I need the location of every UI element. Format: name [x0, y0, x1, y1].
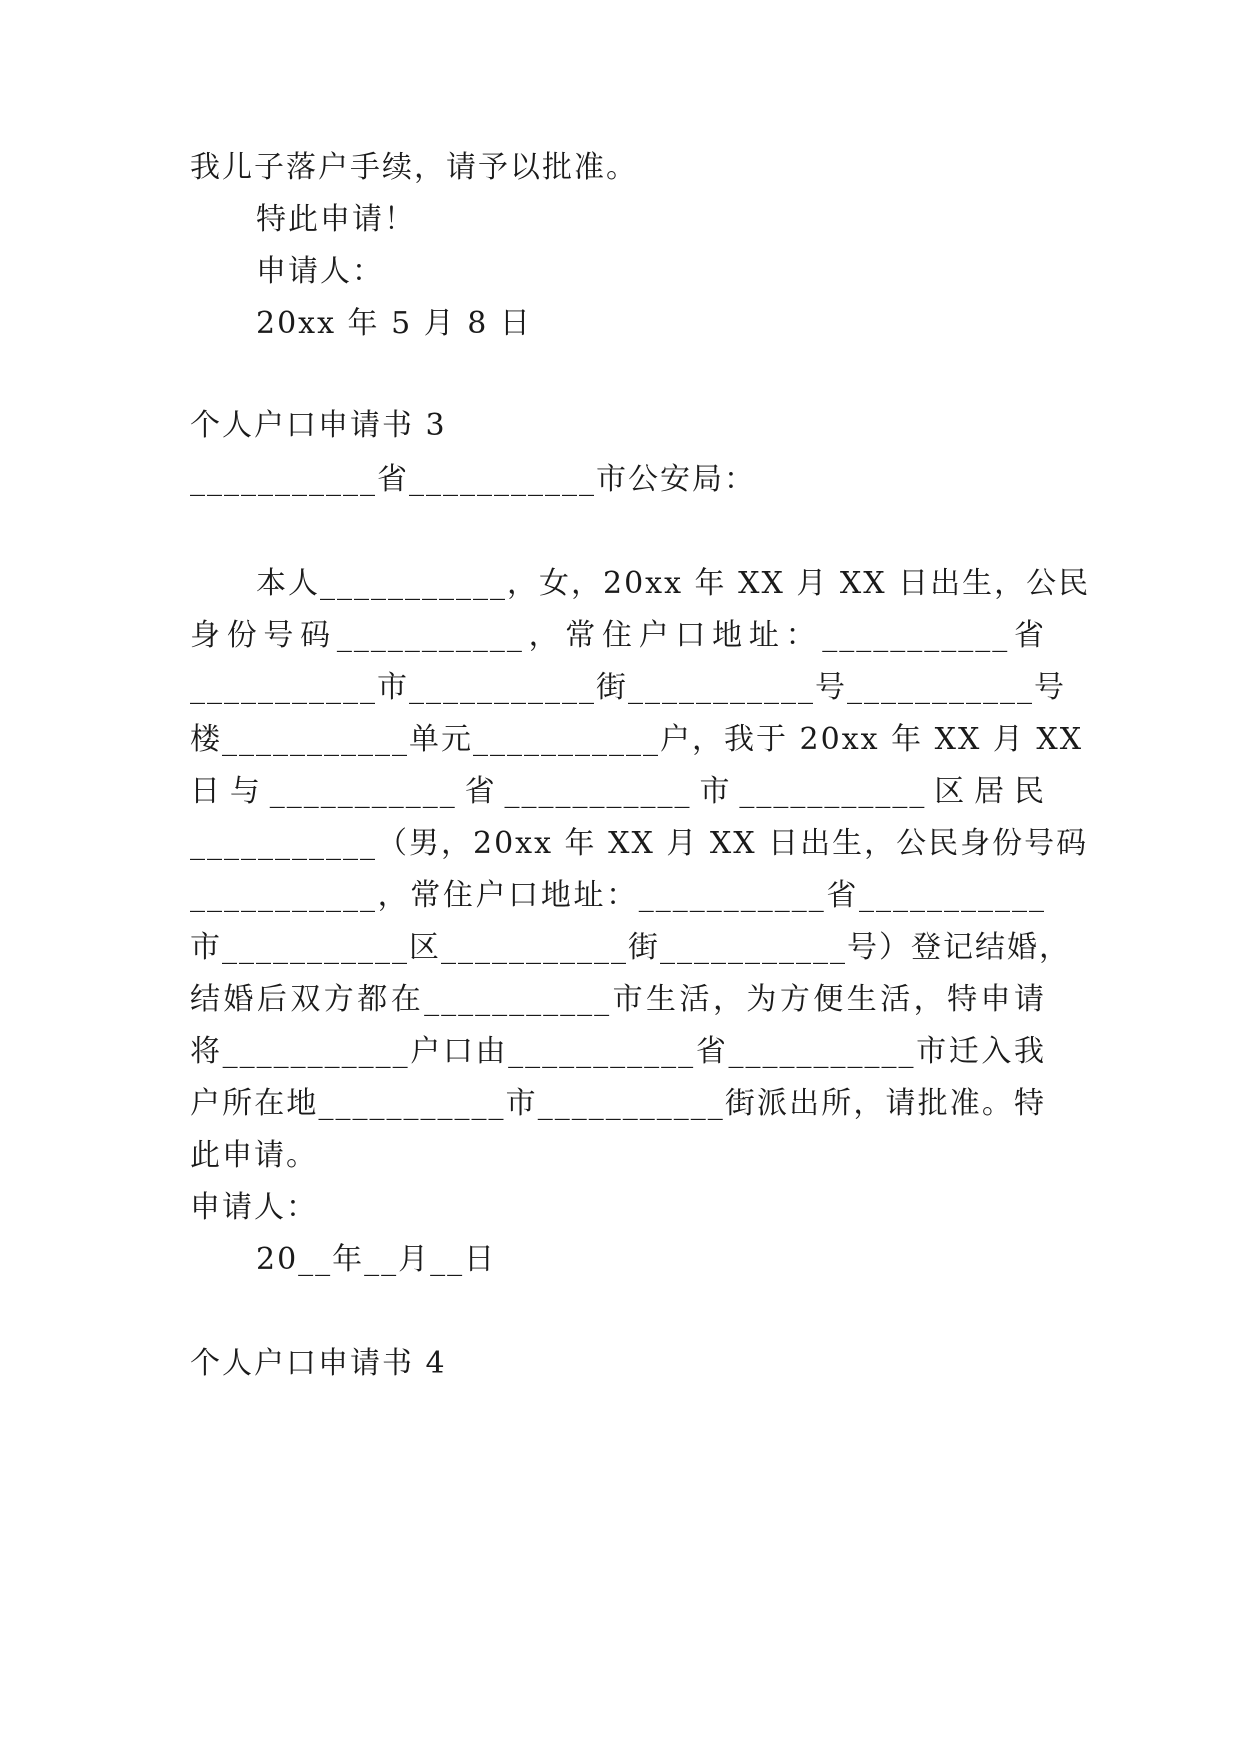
para-line-8: 市___________区___________街___________号）登记结婚，	[190, 930, 1071, 965]
text-line-1: 我儿子落户手续，请予以批准。	[190, 150, 638, 185]
para-line-5: 日与___________省___________市___________区居民	[190, 774, 1046, 809]
para-line-7: ___________，常住户口地址：___________省___________	[190, 878, 1046, 913]
text-line-3: 申请人：	[256, 254, 384, 289]
para-line-11: 户所在地___________市___________街派出所，请批准。特	[190, 1086, 1046, 1121]
section-title-3: 个人户口申请书 3	[190, 408, 447, 443]
text-line-4: 20xx 年 5 月 8 日	[256, 306, 532, 341]
para-line-2: 身份号码___________，常住户口地址：___________省	[190, 618, 1046, 653]
para-line-3: ___________市___________街___________号___________号	[190, 670, 1066, 705]
para-line-4: 楼___________单元___________户，我于 20xx 年 XX 月 XX	[190, 722, 1084, 757]
applicant-label: 申请人：	[190, 1190, 318, 1225]
text-line-2: 特此申请！	[256, 202, 416, 237]
addressee-line: ___________省___________市公安局：	[190, 462, 756, 497]
para-line-1: 本人___________，女，20xx 年 XX 月 XX 日出生，公民	[256, 566, 1091, 601]
section-title-4: 个人户口申请书 4	[190, 1346, 447, 1381]
para-line-6: ___________（男，20xx 年 XX 月 XX 日出生，公民身份号码	[190, 826, 1089, 861]
para-line-9: 结婚后双方都在___________市生活，为方便生活，特申请	[190, 982, 1046, 1017]
para-line-10: 将___________户口由___________省___________市迁入我	[190, 1034, 1046, 1069]
date-line: 20__年__月__日	[256, 1242, 497, 1277]
para-line-12: 此申请。	[190, 1138, 318, 1173]
